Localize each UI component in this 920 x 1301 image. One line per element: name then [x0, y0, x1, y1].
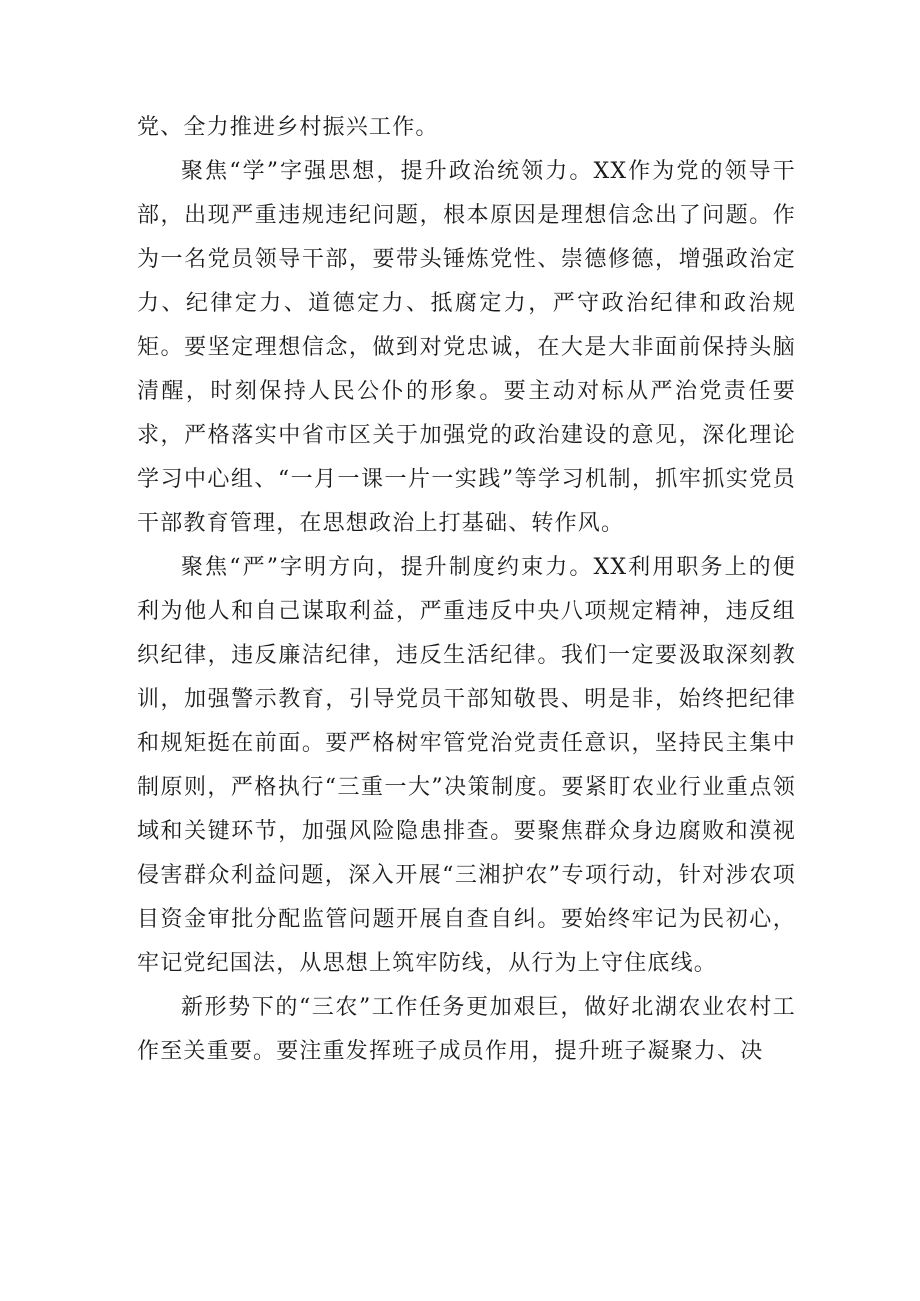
paragraph-new-situation: 新形势下的“三农”工作任务更加艰巨，做好北湖农业农村工作至关重要。要注重发挥班子成员作用，提升班子凝聚力、决 — [137, 995, 796, 1064]
paragraph-continuation: 党、全力推进乡村振兴工作。 — [137, 115, 439, 140]
paragraph-study: 聚焦“学”字强思想，提升政治统领力。XX作为党的领导干部，出现严重违规违纪问题，根本原因是理想信念出了问题。作为一名党员领导干部，要带头锤炼党性、崇德修德，增强政治定力、纪律定力、道德定力、抵腐定力，严守政治纪律和政治规矩。要坚定理想信念，做到对党忠诚，在大是大非面前保持头脑清醒，时刻保持人民公仆的形象。要主动对标从严治党责任要求，严格落实中省市区关于加强党的政治建设的意见，深化理论学习中心组、“一月一课一片一实践”等学习机制，抓牢抓实党员干部教育管理，在思想政治上打基础、转作风。 — [137, 159, 796, 536]
document-body — [137, 106, 796, 1074]
paragraph-strict: 聚焦“严”字明方向，提升制度约束力。XX利用职务上的便利为他人和自己谋取利益，严重违反中央八项规定精神，违反组织纪律，违反廉洁纪律，违反生活纪律。我们一定要汲取深刻教训，加强警示教育，引导党员干部知敬畏、明是非，始终把纪律和规矩挺在前面。要严格树牢管党治党责任意识，坚持民主集中制原则，严格执行“三重一大”决策制度。要紧盯农业行业重点领域和关键环节，加强风险隐患排查。要聚焦群众身边腐败和漠视侵害群众利益问题，深入开展“三湘护农”专项行动，针对涉农项目资金审批分配监管问题开展自查自纠。要始终牢记为民初心，牢记党纪国法，从思想上筑牢防线，从行为上守住底线。 — [137, 555, 796, 976]
